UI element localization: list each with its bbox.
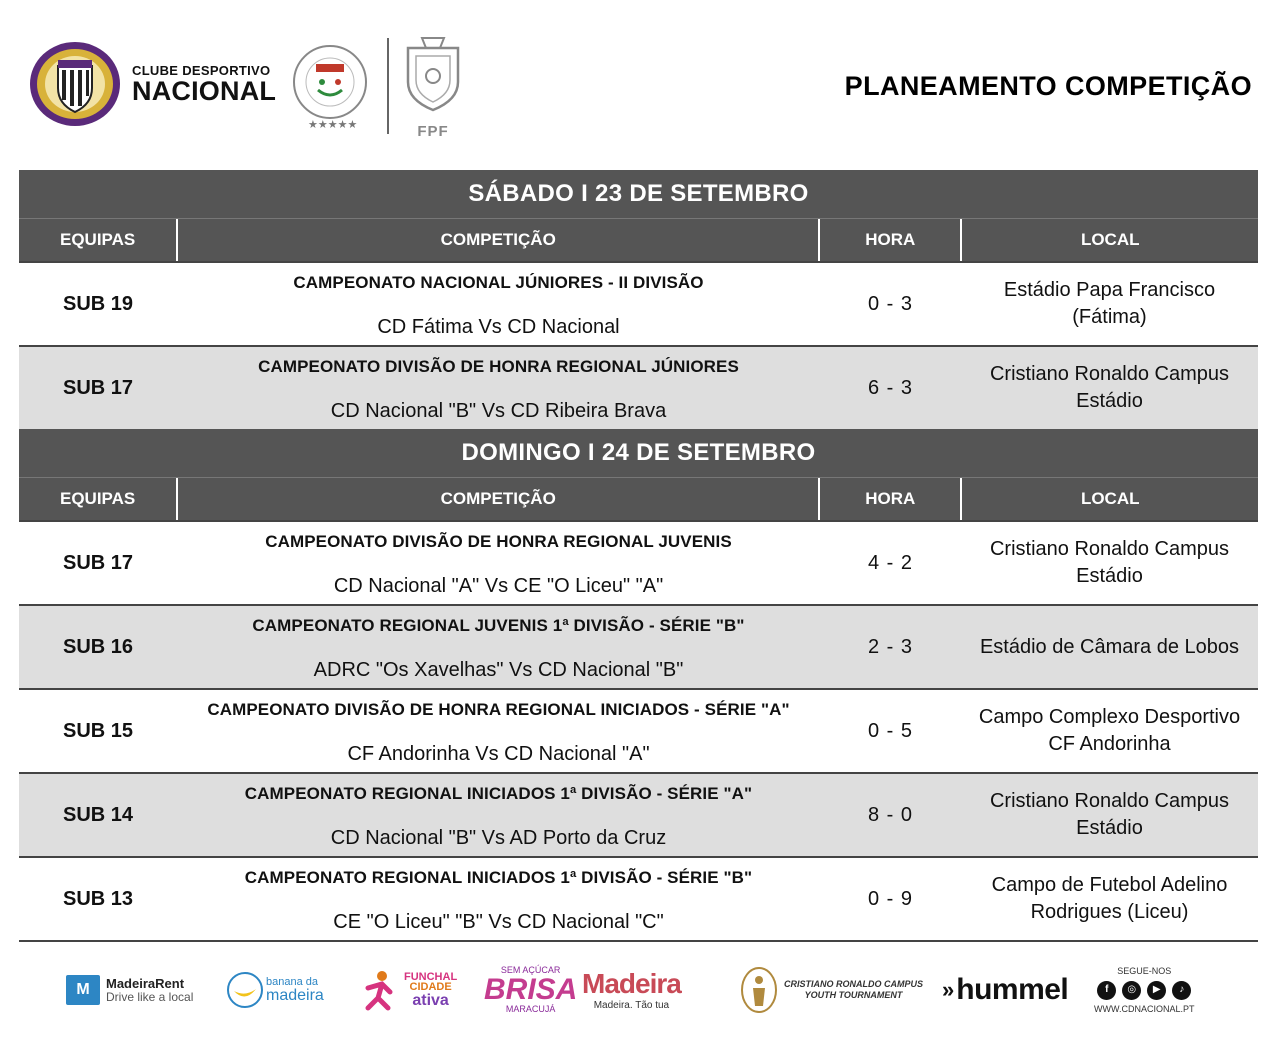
- certification-seal-logo: [284, 38, 376, 134]
- competition-cell: [177, 690, 820, 772]
- competition-title: CAMPEONATO REGIONAL INICIADOS 1ª DIVISÃO - SÉRIE "B": [244, 868, 753, 887]
- score-cell: 2 - 3: [867, 635, 914, 658]
- sponsor-brisa: [484, 945, 577, 1035]
- match-teams: CD Fátima Vs CD Nacional: [377, 316, 620, 338]
- column-header-competition: COMPETIÇÃO: [178, 219, 820, 261]
- competition-title: CAMPEONATO NACIONAL JÚNIORES - II DIVISÃO: [293, 273, 704, 292]
- score-cell: 0 - 3: [867, 292, 914, 315]
- venue-line1: Cristiano Ronaldo Campus: [989, 790, 1229, 812]
- fpf-logo: [400, 34, 466, 138]
- page-title: PLANEAMENTO COMPETIÇÃO: [844, 71, 1252, 101]
- crc-line2: YOUTH TOURNAMENT: [804, 990, 903, 1000]
- team-cell: SUB 17: [62, 376, 134, 399]
- competition-title: CAMPEONATO DIVISÃO DE HONRA REGIONAL JÚNIORES: [258, 357, 739, 376]
- banana-line1: banana da: [266, 976, 318, 989]
- column-header-teams: EQUIPAS: [19, 478, 178, 520]
- club-name-line1: CLUBE DESPORTIVO: [132, 63, 271, 78]
- match-row: [19, 604, 1258, 688]
- score-cell: 0 - 5: [867, 719, 914, 742]
- match-teams: CD Nacional "B" Vs AD Porto da Cruz: [330, 827, 667, 849]
- venue-cell: [961, 858, 1258, 940]
- competition-cell: [177, 347, 820, 429]
- match-row: [19, 688, 1258, 772]
- sponsor-funchal-ativa: [358, 945, 457, 1035]
- venue-line2: CF Andorinha: [1048, 733, 1171, 755]
- column-header-teams: EQUIPAS: [19, 219, 178, 261]
- venue-cell: [961, 774, 1258, 856]
- club-name: [132, 64, 276, 105]
- brisa-bottom: MARACUJÁ: [505, 1004, 556, 1014]
- venue-line1: Campo de Futebol Adelino: [991, 874, 1228, 896]
- venue-cell: [961, 606, 1258, 688]
- sponsor-footer: [0, 945, 1284, 1035]
- madeira-tagline: Madeira. Tão tua: [593, 999, 670, 1011]
- match-row: [19, 261, 1258, 345]
- venue-line1: Estádio Papa Francisco: [1003, 279, 1216, 301]
- match-row: [19, 772, 1258, 856]
- column-header-time: HORA: [820, 219, 962, 261]
- team-cell: SUB 14: [62, 803, 134, 826]
- page-header: [0, 0, 1284, 150]
- venue-cell: [961, 347, 1258, 429]
- competition-title: CAMPEONATO REGIONAL INICIADOS 1ª DIVISÃO - SÉRIE "A": [244, 784, 753, 803]
- team-cell: SUB 13: [62, 887, 134, 910]
- column-header-competition: COMPETIÇÃO: [178, 478, 820, 520]
- table-bottom-border: [19, 940, 1258, 942]
- score-cell: 0 - 9: [867, 887, 914, 910]
- score-cell: 4 - 2: [867, 551, 914, 574]
- madeirarent-name: MadeiraRent: [106, 975, 185, 991]
- hummel-chevron-icon: »: [942, 977, 955, 1002]
- fpf-label: FPF: [417, 123, 449, 140]
- score-cell: 6 - 3: [867, 376, 914, 399]
- score-cell: 8 - 0: [867, 803, 914, 826]
- venue-cell: [961, 263, 1258, 345]
- match-row: [19, 345, 1258, 429]
- sponsor-cr-campus: [740, 945, 923, 1035]
- match-teams: CD Nacional "B" Vs CD Ribeira Brava: [330, 400, 667, 422]
- facebook-icon[interactable]: f: [1097, 981, 1116, 1000]
- tiktok-icon[interactable]: ♪: [1172, 981, 1191, 1000]
- social-title: SEGUE-NOS: [1117, 965, 1172, 976]
- funchal-line3: ativa: [412, 991, 449, 1009]
- team-cell: SUB 15: [62, 719, 134, 742]
- cr-campus-crest-icon: [740, 966, 778, 1014]
- social-links: [1094, 945, 1195, 1035]
- brisa-top: SEM AÇÚCAR: [500, 965, 561, 975]
- competition-title: CAMPEONATO DIVISÃO DE HONRA REGIONAL INICIADOS - SÉRIE "A": [207, 700, 790, 719]
- competition-cell: [177, 263, 820, 345]
- venue-line2: Estádio: [1076, 817, 1143, 839]
- competition-cell: [177, 522, 820, 604]
- crc-line1: CRISTIANO RONALDO CAMPUS: [784, 979, 923, 990]
- match-teams: CE "O Liceu" "B" Vs CD Nacional "C": [333, 911, 664, 933]
- competition-title: CAMPEONATO DIVISÃO DE HONRA REGIONAL JUVENIS: [265, 532, 732, 551]
- venue-line2: (Fátima): [1072, 306, 1147, 328]
- logo-divider: [387, 38, 389, 134]
- sponsor-hummel: [942, 945, 1068, 1035]
- day-header-sunday: DOMINGO I 24 DE SETEMBRO: [19, 429, 1258, 477]
- day-header-saturday: SÁBADO I 23 DE SETEMBRO: [19, 170, 1258, 218]
- sponsor-madeirarent: [66, 945, 193, 1035]
- madeirarent-tagline: Drive like a local: [106, 989, 194, 1004]
- brisa-name: BRISA: [484, 973, 578, 1006]
- match-teams: CD Nacional "A" Vs CE "O Liceu" "A": [333, 575, 664, 597]
- venue-cell: [961, 522, 1258, 604]
- club-crest-logo: [28, 40, 122, 128]
- venue-line1: Cristiano Ronaldo Campus: [989, 363, 1229, 385]
- team-cell: SUB 17: [62, 551, 134, 574]
- instagram-icon[interactable]: ◎: [1122, 981, 1141, 1000]
- sponsor-banana-madeira: [226, 945, 324, 1035]
- column-header-row: [19, 477, 1258, 520]
- team-cell: SUB 19: [62, 292, 134, 315]
- venue-line2: Estádio: [1076, 390, 1143, 412]
- match-teams: ADRC "Os Xavelhas" Vs CD Nacional "B": [313, 659, 684, 681]
- banana-line2: madeira: [266, 986, 324, 1004]
- column-header-row: [19, 218, 1258, 261]
- funchal-line2: CIDADE: [409, 981, 452, 994]
- venue-line2: Rodrigues (Liceu): [1030, 901, 1189, 923]
- competition-cell: [177, 774, 820, 856]
- madeira-name: Madeira: [582, 967, 681, 999]
- youtube-icon[interactable]: ▶: [1147, 981, 1166, 1000]
- fpf-crest-icon: [400, 34, 466, 114]
- banana-icon: [226, 971, 264, 1009]
- competition-cell: [177, 858, 820, 940]
- runner-icon: [358, 968, 400, 1012]
- hummel-name: hummel: [956, 973, 1069, 1006]
- column-header-venue: LOCAL: [1080, 489, 1140, 508]
- competition-cell: [177, 606, 820, 688]
- column-header-time: HORA: [820, 478, 962, 520]
- team-cell: SUB 16: [62, 635, 134, 658]
- venue-line1: Estádio de Câmara de Lobos: [979, 635, 1240, 658]
- venue-line2: Estádio: [1076, 565, 1143, 587]
- madeirarent-icon: M: [66, 975, 100, 1005]
- funchal-line1: FUNCHAL: [404, 970, 458, 983]
- venue-line1: Cristiano Ronaldo Campus: [989, 538, 1229, 560]
- match-row: [19, 520, 1258, 604]
- venue-line1: Campo Complexo Desportivo: [978, 706, 1241, 728]
- svg-text:★★★★★: ★★★★★: [308, 119, 358, 131]
- match-teams: CF Andorinha Vs CD Nacional "A": [347, 743, 650, 765]
- venue-cell: [961, 690, 1258, 772]
- sponsor-madeira: [582, 945, 681, 1035]
- website-link[interactable]: WWW.CDNACIONAL.PT: [1094, 1003, 1195, 1014]
- schedule-table: [19, 170, 1258, 942]
- column-header-venue: LOCAL: [1080, 230, 1140, 249]
- club-name-line2: NACIONAL: [132, 76, 277, 106]
- competition-title: CAMPEONATO REGIONAL JUVENIS 1ª DIVISÃO - SÉRIE "B": [252, 616, 745, 635]
- match-row: [19, 856, 1258, 940]
